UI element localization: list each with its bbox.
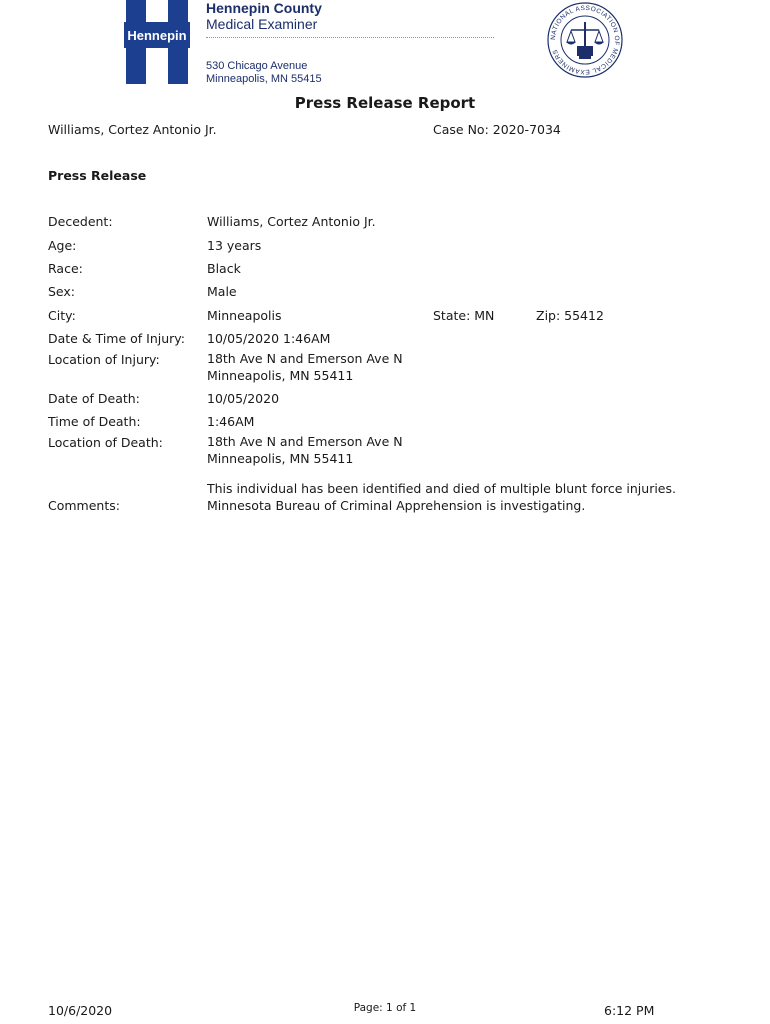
death-time-label: Time of Death: <box>48 414 141 429</box>
address-line1: 530 Chicago Avenue <box>206 60 308 72</box>
age-label: Age: <box>48 238 77 253</box>
case-number: Case No: 2020-7034 <box>433 122 561 137</box>
comments-line1: This individual has been identified and died of multiple blunt force injuries. <box>207 481 676 496</box>
injury-location-label: Location of Injury: <box>48 352 160 367</box>
injury-location-line2: Minneapolis, MN 55411 <box>207 368 354 383</box>
injury-location-line1: 18th Ave N and Emerson Ave N <box>207 351 403 366</box>
address-line2: Minneapolis, MN 55415 <box>206 73 322 85</box>
injury-datetime-label: Date & Time of Injury: <box>48 331 185 346</box>
comments-line2: Minnesota Bureau of Criminal Apprehension is investigating. <box>207 498 586 513</box>
injury-datetime-value: 10/05/2020 1:46AM <box>207 331 331 346</box>
sex-label: Sex: <box>48 284 76 299</box>
death-time-value: 1:46AM <box>207 414 255 429</box>
death-location-line2: Minneapolis, MN 55411 <box>207 451 354 466</box>
race-label: Race: <box>48 261 83 276</box>
org-name: Hennepin County <box>206 0 322 16</box>
age-value: 13 years <box>207 238 262 253</box>
city-value: Minneapolis <box>207 308 282 323</box>
footer-date: 10/6/2020 <box>48 1003 113 1018</box>
subject-name: Williams, Cortez Antonio Jr. <box>48 122 217 137</box>
org-department: Medical Examiner <box>206 16 318 32</box>
hennepin-logo <box>124 0 190 84</box>
section-title: Press Release <box>48 168 147 183</box>
decedent-value: Williams, Cortez Antonio Jr. <box>207 214 376 229</box>
decedent-label: Decedent: <box>48 214 113 229</box>
logo-text: Hennepin <box>127 28 187 43</box>
footer-time: 6:12 PM <box>604 1003 655 1018</box>
death-location-label: Location of Death: <box>48 435 163 450</box>
report-title: Press Release Report <box>294 94 476 112</box>
city-label: City: <box>48 308 76 323</box>
sex-value: Male <box>207 284 237 299</box>
state-value: State: MN <box>433 308 495 323</box>
header-divider <box>206 37 494 38</box>
footer-page-number: Page: 1 of 1 <box>353 1002 417 1014</box>
death-location-line1: 18th Ave N and Emerson Ave N <box>207 434 403 449</box>
seal-text: NATIONAL ASSOCIATION OF MEDICAL EXAMINERS <box>549 4 621 76</box>
death-date-value: 10/05/2020 <box>207 391 280 406</box>
comments-label: Comments: <box>48 498 120 513</box>
medical-examiners-seal <box>545 0 625 80</box>
race-value: Black <box>207 261 241 276</box>
death-date-label: Date of Death: <box>48 391 140 406</box>
zip-value: Zip: 55412 <box>536 308 604 323</box>
